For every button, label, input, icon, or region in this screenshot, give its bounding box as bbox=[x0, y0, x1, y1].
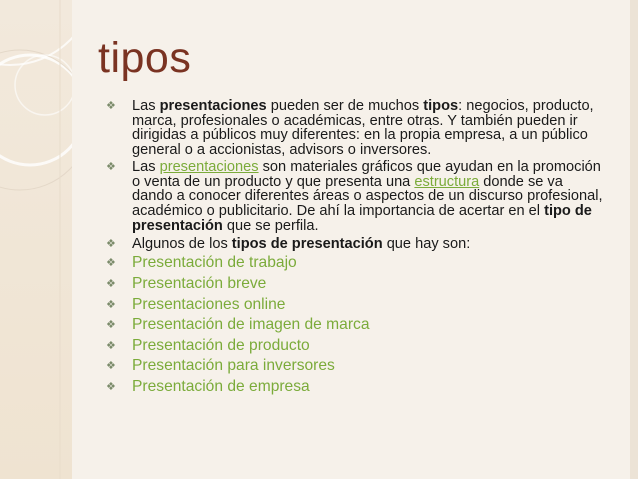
text-segment: Las bbox=[132, 98, 160, 114]
diamond-bullet-icon: ❖ bbox=[106, 277, 116, 290]
diamond-bullet-icon: ❖ bbox=[106, 160, 116, 173]
bullet-list bbox=[104, 99, 604, 397]
link-item bbox=[104, 295, 604, 316]
text-segment: donde se va dando a conocer diferentes áreas o aspectos de un discurso profesional, académico o publicitario. De ahí la importancia de acertar en el bbox=[132, 173, 603, 219]
link-item bbox=[104, 253, 604, 274]
left-decorative-strip bbox=[0, 0, 72, 479]
estructura-link[interactable]: estructura bbox=[414, 173, 480, 190]
diamond-bullet-icon: ❖ bbox=[106, 380, 116, 393]
link-item bbox=[104, 336, 604, 357]
bullet-item-3 bbox=[104, 235, 604, 253]
link-presentacion-de-trabajo[interactable]: Presentación de trabajo bbox=[132, 254, 297, 272]
diamond-bullet-icon: ❖ bbox=[106, 257, 116, 270]
diamond-bullet-icon: ❖ bbox=[106, 298, 116, 311]
bold-term: tipo de presentación bbox=[132, 202, 592, 234]
diamond-bullet-icon: ❖ bbox=[106, 360, 116, 373]
bold-term: presentaciones bbox=[159, 98, 267, 114]
text-segment: que se perfila. bbox=[222, 217, 319, 234]
presentaciones-link[interactable]: presentaciones bbox=[159, 158, 259, 175]
text-segment: : negocios, producto, marca, profesionales o académicas, entre otras. Y también pueden ir dirigidas a públicos muy diferentes: en la propia empresa, a un público general o a accionistas, advisors o inversores. bbox=[132, 98, 594, 159]
text-segment: que hay son: bbox=[382, 236, 471, 253]
link-item bbox=[104, 377, 604, 398]
text-segment: Las bbox=[132, 158, 160, 175]
link-presentacion-breve[interactable]: Presentación breve bbox=[132, 274, 267, 292]
right-edge-shade bbox=[630, 0, 638, 479]
text-segment: Algunos de los bbox=[132, 236, 232, 253]
link-item bbox=[104, 274, 604, 295]
bullet-item-2 bbox=[104, 160, 604, 234]
link-presentaciones-online[interactable]: Presentaciones online bbox=[132, 295, 286, 313]
link-presentacion-para-inversores[interactable]: Presentación para inversores bbox=[132, 357, 335, 375]
diamond-bullet-icon: ❖ bbox=[106, 100, 116, 112]
text-segment: pueden ser de muchos bbox=[266, 98, 424, 114]
diamond-bullet-icon: ❖ bbox=[106, 339, 116, 352]
diamond-bullet-icon: ❖ bbox=[106, 319, 116, 332]
text-segment: son materiales gráficos que ayudan en la promoción o venta de un producto y que presenta una bbox=[132, 158, 601, 190]
link-item bbox=[104, 315, 604, 336]
bullet-item-1 bbox=[104, 99, 604, 158]
slide-title: tipos bbox=[98, 34, 192, 82]
link-item bbox=[104, 356, 604, 377]
link-presentacion-de-imagen-de-marca[interactable]: Presentación de imagen de marca bbox=[132, 316, 370, 334]
link-presentacion-de-producto[interactable]: Presentación de producto bbox=[132, 336, 310, 354]
link-presentacion-de-empresa[interactable]: Presentación de empresa bbox=[132, 377, 310, 395]
diamond-bullet-icon: ❖ bbox=[106, 238, 116, 251]
bold-term: tipos de presentación bbox=[231, 236, 383, 253]
bold-term: tipos bbox=[423, 98, 459, 114]
